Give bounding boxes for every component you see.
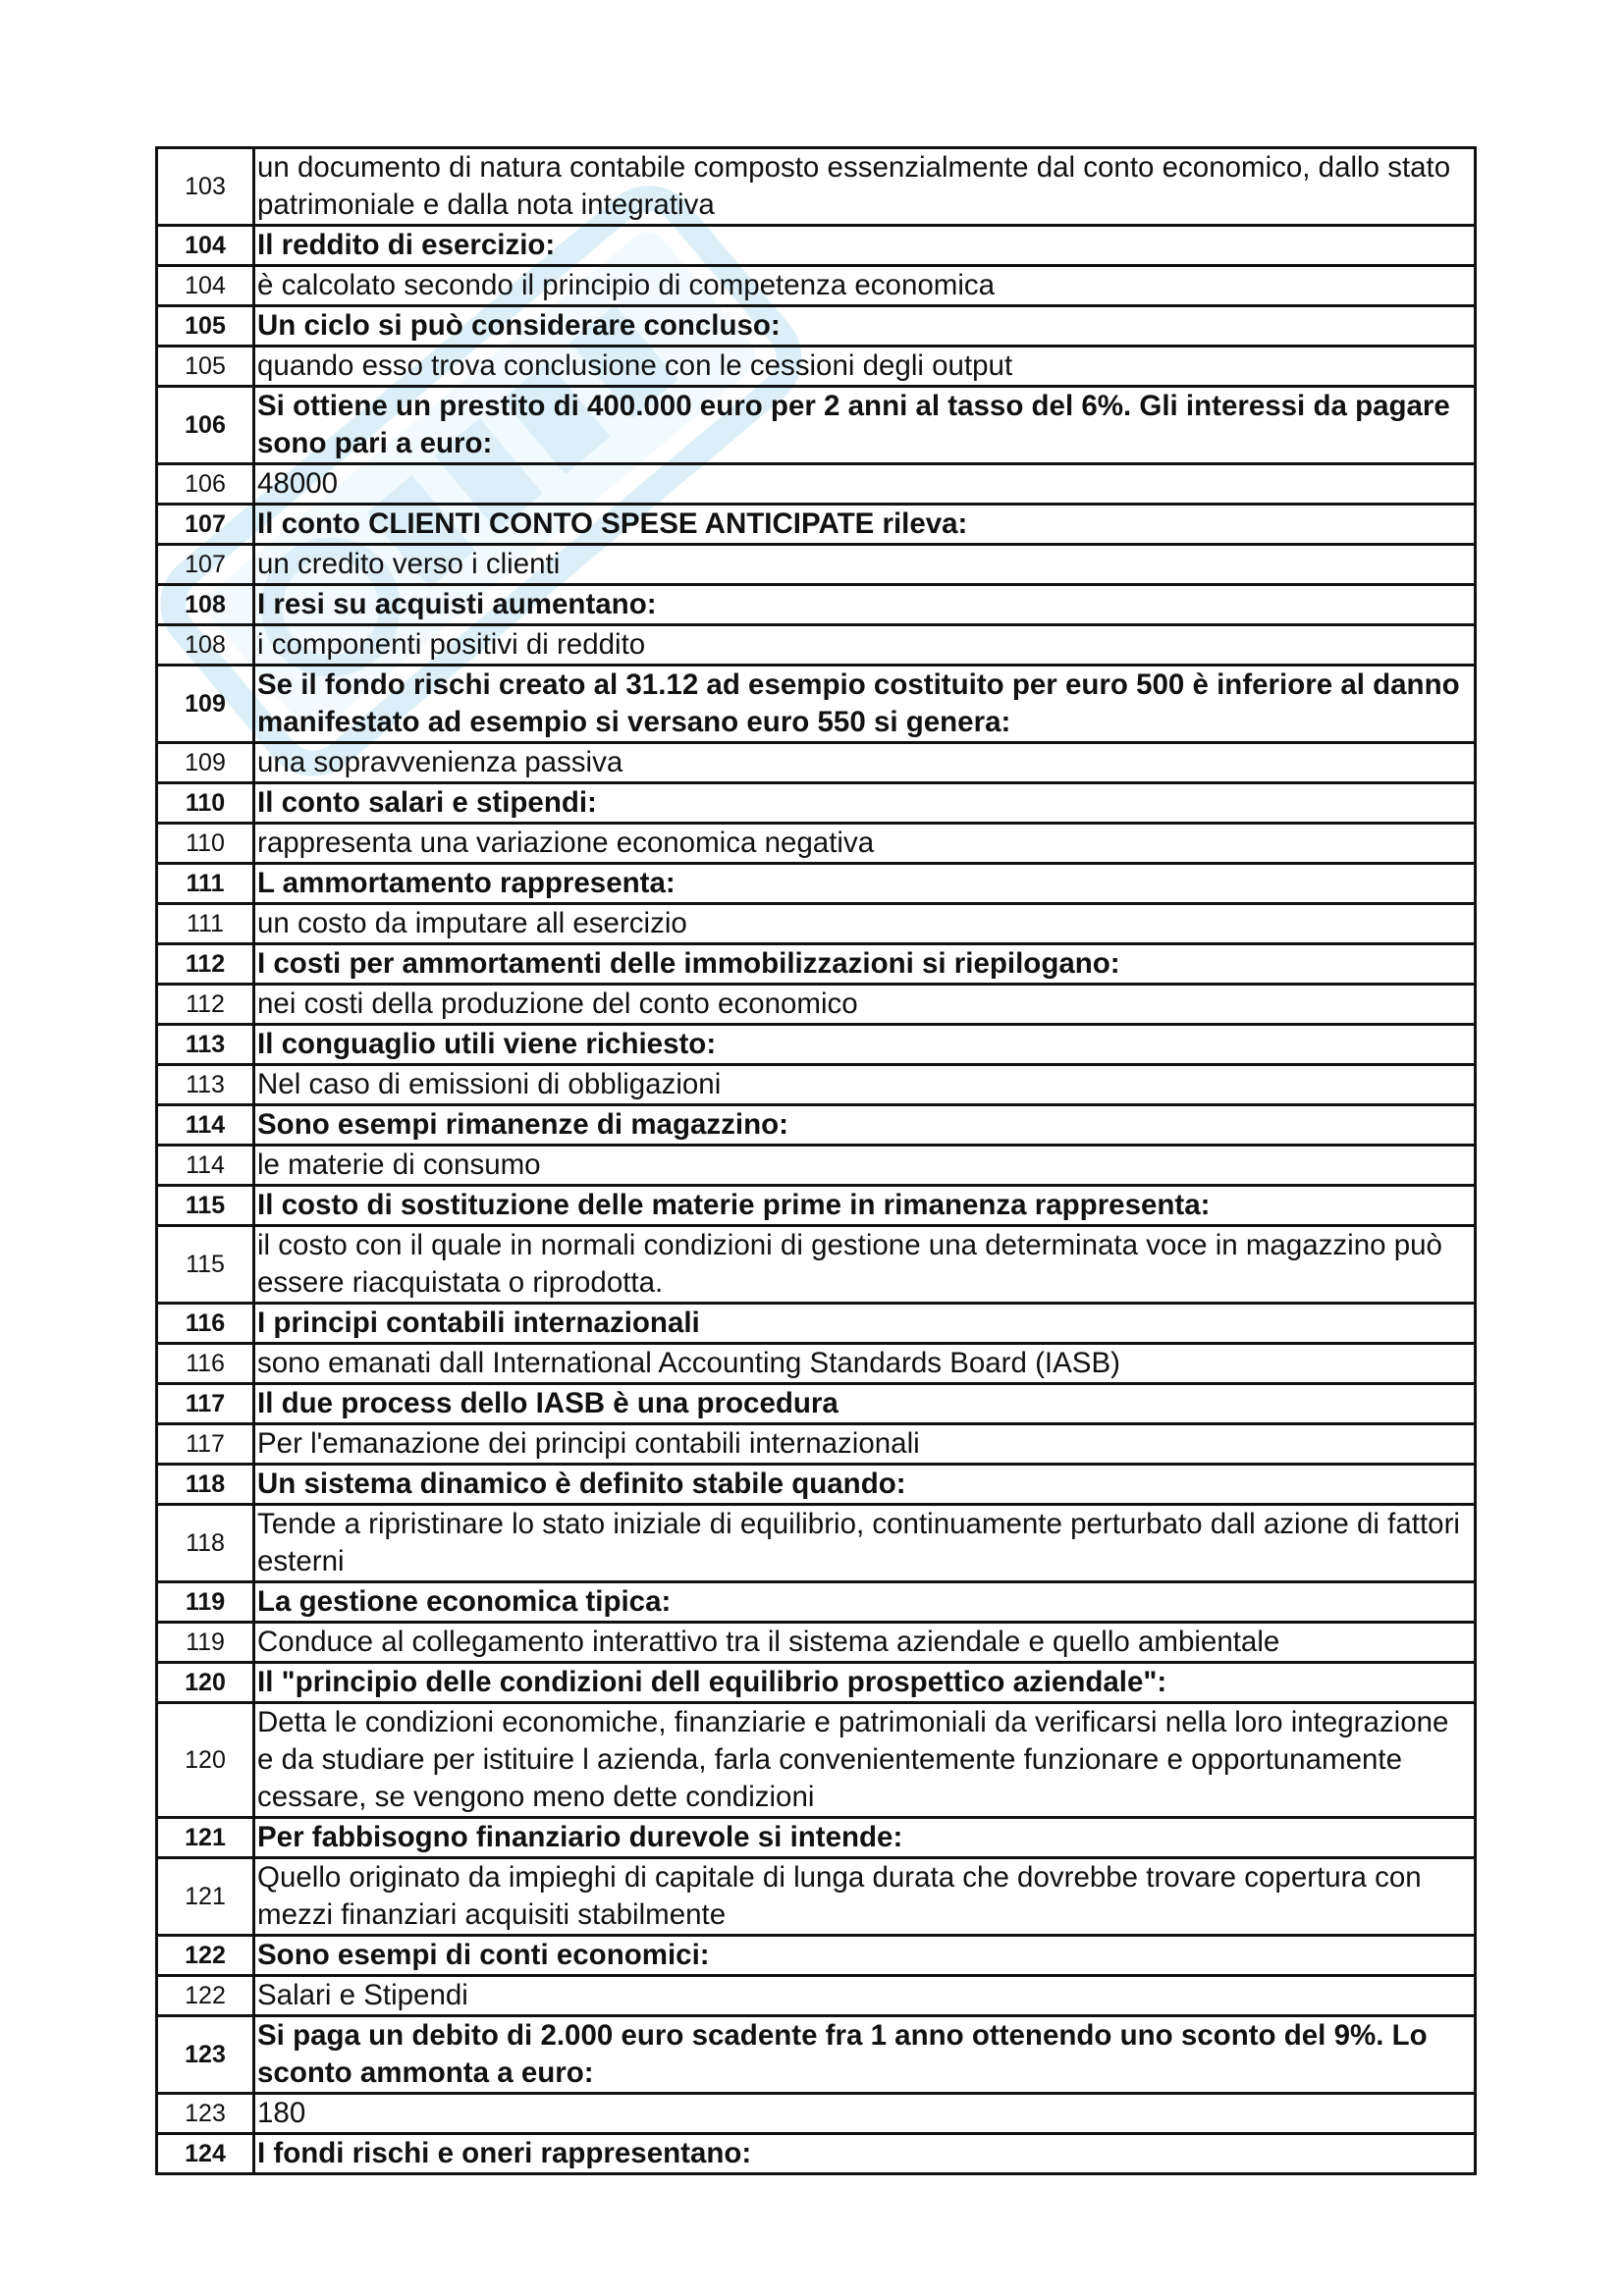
answer-row <box>157 464 1476 505</box>
qa-table-body <box>157 148 1476 2174</box>
question-row <box>157 864 1476 904</box>
answer-row <box>157 1065 1476 1105</box>
question-row <box>157 2134 1476 2174</box>
question-text: Per fabbisogno finanziario durevole si intende: <box>254 1818 1476 1858</box>
question-row <box>157 2016 1476 2094</box>
row-number: 111 <box>157 864 254 904</box>
question-text: I fondi rischi e oneri rappresentano: <box>254 2134 1476 2174</box>
question-text: I costi per ammortamenti delle immobilizzazioni si riepilogano: <box>254 944 1476 985</box>
question-text: Il conto CLIENTI CONTO SPESE ANTICIPATE rileva: <box>254 505 1476 545</box>
question-text: Si paga un debito di 2.000 euro scadente fra 1 anno ottenendo uno sconto del 9%. Lo sconto ammonta a euro: <box>254 2016 1476 2094</box>
question-row <box>157 387 1476 464</box>
answer-text: Conduce al collegamento interattivo tra il sistema aziendale e quello ambientale <box>254 1623 1476 1663</box>
row-number: 113 <box>157 1065 254 1105</box>
answer-row <box>157 904 1476 944</box>
row-number: 108 <box>157 585 254 625</box>
row-number: 112 <box>157 985 254 1025</box>
row-number: 123 <box>157 2016 254 2094</box>
row-number: 105 <box>157 306 254 347</box>
question-row <box>157 1818 1476 1858</box>
answer-row <box>157 824 1476 864</box>
question-row <box>157 1186 1476 1226</box>
row-number: 112 <box>157 944 254 985</box>
answer-row <box>157 2094 1476 2134</box>
row-number: 120 <box>157 1703 254 1818</box>
row-number: 116 <box>157 1344 254 1384</box>
answer-row <box>157 1976 1476 2016</box>
question-row <box>157 1936 1476 1976</box>
row-number: 109 <box>157 743 254 783</box>
answer-row <box>157 1703 1476 1818</box>
answer-text: Per l'emanazione dei principi contabili internazionali <box>254 1424 1476 1465</box>
answer-text: Salari e Stipendi <box>254 1976 1476 2016</box>
question-row <box>157 1582 1476 1623</box>
answer-row <box>157 1424 1476 1465</box>
answer-row <box>157 1505 1476 1582</box>
question-row <box>157 226 1476 266</box>
question-row <box>157 1304 1476 1344</box>
question-text: Il due process dello IASB è una procedura <box>254 1384 1476 1424</box>
answer-text: sono emanati dall International Accounting Standards Board (IASB) <box>254 1344 1476 1384</box>
row-number: 121 <box>157 1858 254 1936</box>
answer-row <box>157 1146 1476 1186</box>
row-number: 107 <box>157 505 254 545</box>
answer-text: nei costi della produzione del conto economico <box>254 985 1476 1025</box>
answer-row <box>157 625 1476 666</box>
question-row <box>157 1465 1476 1505</box>
question-text: Il conguaglio utili viene richiesto: <box>254 1025 1476 1065</box>
row-number: 117 <box>157 1424 254 1465</box>
question-row <box>157 666 1476 743</box>
question-text: L ammortamento rappresenta: <box>254 864 1476 904</box>
row-number: 106 <box>157 464 254 505</box>
question-row <box>157 306 1476 347</box>
question-text: Il costo di sostituzione delle materie prime in rimanenza rappresenta: <box>254 1186 1476 1226</box>
answer-row <box>157 266 1476 306</box>
question-text: Si ottiene un prestito di 400.000 euro per 2 anni al tasso del 6%. Gli interessi da pagare sono pari a euro: <box>254 387 1476 464</box>
question-row <box>157 944 1476 985</box>
question-text: Il reddito di esercizio: <box>254 226 1476 266</box>
row-number: 111 <box>157 904 254 944</box>
row-number: 110 <box>157 783 254 824</box>
question-row <box>157 1025 1476 1065</box>
row-number: 110 <box>157 824 254 864</box>
row-number: 119 <box>157 1623 254 1663</box>
question-text: I resi su acquisti aumentano: <box>254 585 1476 625</box>
answer-row <box>157 148 1476 226</box>
row-number: 107 <box>157 545 254 585</box>
answer-row <box>157 347 1476 387</box>
row-number: 120 <box>157 1663 254 1703</box>
row-number: 117 <box>157 1384 254 1424</box>
answer-text: un costo da imputare all esercizio <box>254 904 1476 944</box>
row-number: 109 <box>157 666 254 743</box>
answer-text: Nel caso di emissioni di obbligazioni <box>254 1065 1476 1105</box>
row-number: 124 <box>157 2134 254 2174</box>
answer-row <box>157 1226 1476 1304</box>
row-number: 116 <box>157 1304 254 1344</box>
question-row <box>157 585 1476 625</box>
question-text: Il "principio delle condizioni dell equilibrio prospettico aziendale": <box>254 1663 1476 1703</box>
row-number: 115 <box>157 1186 254 1226</box>
row-number: 108 <box>157 625 254 666</box>
answer-text: è calcolato secondo il principio di competenza economica <box>254 266 1476 306</box>
answer-row <box>157 545 1476 585</box>
qa-table <box>155 146 1477 2175</box>
answer-text: 48000 <box>254 464 1476 505</box>
row-number: 106 <box>157 387 254 464</box>
answer-row <box>157 1858 1476 1936</box>
row-number: 104 <box>157 266 254 306</box>
question-text: Il conto salari e stipendi: <box>254 783 1476 824</box>
answer-text: i componenti positivi di reddito <box>254 625 1476 666</box>
row-number: 114 <box>157 1105 254 1146</box>
row-number: 114 <box>157 1146 254 1186</box>
answer-text: Quello originato da impieghi di capitale di lunga durata che dovrebbe trovare copertura con mezzi finanziari acquisiti stabilmente <box>254 1858 1476 1936</box>
answer-text: Detta le condizioni economiche, finanziarie e patrimoniali da verificarsi nella loro integrazione e da studiare per istituire l azienda, farla convenientemente funzionare e opportunamente cessare, se vengono meno dette condizioni <box>254 1703 1476 1818</box>
answer-row <box>157 1344 1476 1384</box>
answer-text: quando esso trova conclusione con le cessioni degli output <box>254 347 1476 387</box>
question-row <box>157 1663 1476 1703</box>
row-number: 123 <box>157 2094 254 2134</box>
answer-text: 180 <box>254 2094 1476 2134</box>
question-row <box>157 1384 1476 1424</box>
answer-row <box>157 743 1476 783</box>
row-number: 122 <box>157 1936 254 1976</box>
row-number: 118 <box>157 1505 254 1582</box>
row-number: 113 <box>157 1025 254 1065</box>
answer-text: un credito verso i clienti <box>254 545 1476 585</box>
row-number: 115 <box>157 1226 254 1304</box>
answer-row <box>157 1623 1476 1663</box>
answer-text: rappresenta una variazione economica negativa <box>254 824 1476 864</box>
question-row <box>157 1105 1476 1146</box>
question-text: Un ciclo si può considerare concluso: <box>254 306 1476 347</box>
row-number: 122 <box>157 1976 254 2016</box>
answer-text: le materie di consumo <box>254 1146 1476 1186</box>
row-number: 119 <box>157 1582 254 1623</box>
answer-text: Tende a ripristinare lo stato iniziale di equilibrio, continuamente perturbato dall azione di fattori esterni <box>254 1505 1476 1582</box>
question-row <box>157 783 1476 824</box>
answer-text: una sopravvenienza passiva <box>254 743 1476 783</box>
row-number: 103 <box>157 148 254 226</box>
answer-text: un documento di natura contabile composto essenzialmente dal conto economico, dallo stato patrimoniale e dalla nota integrativa <box>254 148 1476 226</box>
question-text: Sono esempi rimanenze di magazzino: <box>254 1105 1476 1146</box>
question-text: La gestione economica tipica: <box>254 1582 1476 1623</box>
row-number: 104 <box>157 226 254 266</box>
question-text: Un sistema dinamico è definito stabile quando: <box>254 1465 1476 1505</box>
row-number: 118 <box>157 1465 254 1505</box>
row-number: 105 <box>157 347 254 387</box>
row-number: 121 <box>157 1818 254 1858</box>
question-text: Se il fondo rischi creato al 31.12 ad esempio costituito per euro 500 è inferiore al danno manifestato ad esempio si versano euro 550 si genera: <box>254 666 1476 743</box>
question-text: Sono esempi di conti economici: <box>254 1936 1476 1976</box>
answer-text: il costo con il quale in normali condizioni di gestione una determinata voce in magazzino può essere riacquistata o riprodotta. <box>254 1226 1476 1304</box>
question-row <box>157 505 1476 545</box>
answer-row <box>157 985 1476 1025</box>
question-text: I principi contabili internazionali <box>254 1304 1476 1344</box>
